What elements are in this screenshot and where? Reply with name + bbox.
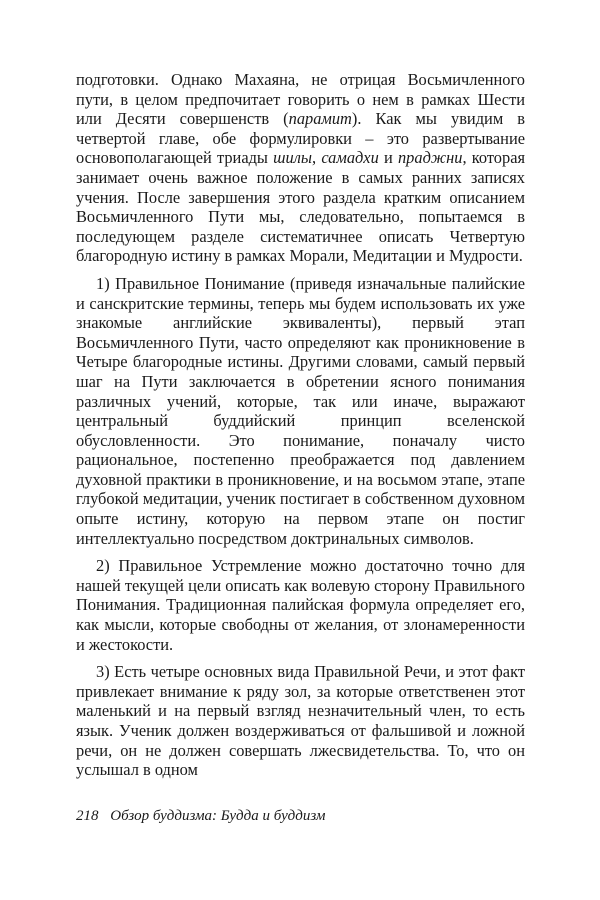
page-body xyxy=(76,70,525,788)
text-run: и xyxy=(378,148,398,168)
paragraph-right-speech: 3) Есть четыре основных вида Правильной Речи, и этот факт привлекает внимание к ряду зол, за которые ответственен этот маленький и на первый взгляд незначительный член, то есть язык. Ученик должен воздерживаться от фальшивой и ложной речи, он не должен совершать лжесвидетельства. То, что он услышал в одном xyxy=(76,662,525,780)
paragraph-1 xyxy=(76,70,525,266)
text-run: подготовки. Однако Махаяна, не отрицая Восьмичленного пути, в целом предпочитает говорить о нем в рамках Шести или Десяти совершенств ( xyxy=(76,70,525,129)
term-prajna: праджни xyxy=(397,148,463,168)
paragraph-right-understanding: 1) Правильное Понимание (приведя изначальные палийские и санскритские термины, теперь мы будем использовать их уже знакомые английские эквиваленты), первый этап Восьмичленного Пути, часто определяют как проникновение в Четыре благородные истины. Другими словами, самый первый шаг на Пути заключается в обретении ясного понимания различных учений, которые, так или иначе, выражают центральный буддийский принцип вселенской обусловленности. Это понимание, поначалу чисто рациональное, постепенно преображается под давлением духовной практики в проникновение, и на восьмом этапе, этапе глубокой медитации, ученик постигает в собственном духовном опыте истину, которую на первом этапе он постиг интеллектуально посредством доктринальных символов. xyxy=(76,273,525,548)
term-paramita: парамит xyxy=(288,109,352,129)
paragraph-right-aspiration: 2) Правильное Устремление можно достаточно точно для нашей текущей цели описать как волевую сторону Правильного Понимания. Традиционная палийская формула определяет его, как мысли, которые свободны от желания, от злонамеренности и жестокости. xyxy=(76,556,525,654)
term-samadhi: самадхи xyxy=(321,148,379,168)
page-number: 218 xyxy=(76,808,99,824)
text-run: , xyxy=(312,148,322,168)
text-run: ). Как мы увидим в четвертой главе, обе формулировки – это развертывание основополагающей триады xyxy=(76,109,525,168)
term-shila: шилы xyxy=(273,148,312,168)
page-footer xyxy=(76,808,325,825)
text-run: , которая занимает очень важное положение в самых ранних записях учения. После завершения этого раздела кратким описанием Восьмичленного Пути мы, следовательно, попытаемся в последующем разделе систематичнее описать Четвертую благородную истину в рамках Морали, Медитации и Мудрости. xyxy=(76,148,526,266)
running-title: Обзор буддизма: Будда и буддизм xyxy=(110,808,326,824)
